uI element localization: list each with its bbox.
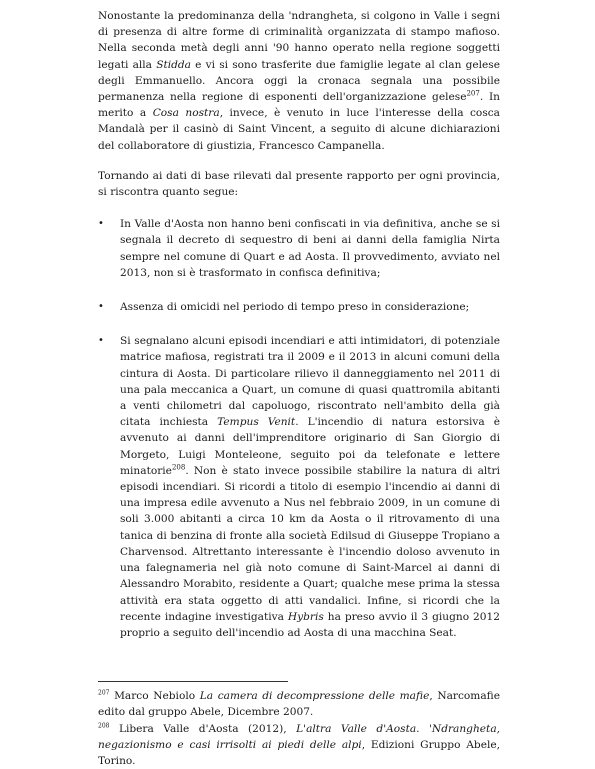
list-item-text: Assenza di omicidi nel periodo di tempo preso in considerazione; <box>120 301 470 314</box>
bullet-icon: • <box>98 218 104 230</box>
body-paragraph-2: Tornando ai dati di base rilevati dal presente rapporto per ogni provincia, si riscontra quanto segue: <box>98 169 500 199</box>
footnote-number: 207 <box>98 689 110 697</box>
footnotes <box>98 688 500 769</box>
footnote-rest: , Edizioni Gruppo Abele, Torino. <box>98 738 500 767</box>
footnote-divider <box>98 681 288 682</box>
list-item-confiscated-assets <box>98 216 500 281</box>
footnote-ref-207[interactable]: 207 <box>466 89 480 98</box>
bullet-icon: • <box>98 335 104 347</box>
italic-term-cosa-nostra: Cosa nostra <box>152 107 220 120</box>
bullet-icon: • <box>98 301 104 313</box>
text-run: e vi si sono trasferite due famiglie legate al clan gelese degli Emmanuello. Ancora oggi la cronaca segnala una possibile permanenza nella regione di esponenti dell'organizzazione gelese <box>98 58 500 104</box>
footnote-title: L'altra Valle d'Aosta. 'Ndrangheta, negazionismo e casi irrisolti ai piedi delle alpi <box>98 722 500 751</box>
text-run: . Non è stato invece possibile stabilire la natura di altri episodi incendiari. Si ricordi a titolo di esempio l'incendio ai danni di una impresa edile avvenuto a Nus nel febbraio 2009, in un comune di soli 3.000 abitanti a circa 10 km da Aosta o il ritrovamento di una tanica di benzina di fronte alla società Edilsud di Giuseppe Tropiano a Charvensod. Altrettanto interessante è l'incendio doloso avvenuto in una falegnameria nel già noto comune di Saint-Marcel ai danni di Alessandro Morabito, residente a Quart; qualche mese prima la stessa attività era stata oggetto di atti vandalici. Infine, si ricordi che la recente indagine investigativa <box>120 464 500 623</box>
list-item-text: In Valle d'Aosta non hanno beni confiscati in via definitiva, anche se si segnala il decreto di sequestro di beni ai danni della famiglia Nirta sempre nel comune di Quart e ad Aosta. Il provvedimento, avviato nel 2013, non si è trasformato in confisca definitiva; <box>120 218 500 279</box>
body-paragraph-1 <box>98 8 500 154</box>
italic-term-tempus-venit: Tempus Venit <box>217 416 296 429</box>
list-item-arson-episodes <box>98 333 500 641</box>
text-run: Si segnalano alcuni episodi incendiari e atti intimidatori, di potenziale matrice mafiosa, registrati tra il 2009 e il 2013 in alcuni comuni della cintura di Aosta. Di particolare rilievo il danneggiamento nel 2011 di una pala meccanica a Quart, un comune di quasi quattromila abitanti a venti chilometri dal capoluogo, riscontrato nell'ambito della già citata inchiesta <box>120 335 500 429</box>
footnote-author: Libera Valle d'Aosta (2012), <box>109 722 297 735</box>
text-run: . L'incendio di natura estorsiva è avvenuto ai danni dell'imprenditore originario di San Giorgio di Morgeto, Luigi Monteleone, seguito poi da telefonate e lettere minatorie <box>120 416 500 477</box>
text-run: . In merito a <box>98 91 500 120</box>
footnote-207 <box>98 688 500 720</box>
bullet-list <box>98 216 500 641</box>
italic-term-stidda: Stidda <box>156 58 191 71</box>
footnote-author: Marco Nebiolo <box>109 690 200 703</box>
italic-term-hybris: Hybris <box>287 610 324 623</box>
footnote-title: La camera di decompressione delle mafie <box>199 690 430 703</box>
text-run: Nonostante la predominanza della 'ndrangheta, si colgono in Valle i segni di presenza di altre forme di criminalità organizzata di stampo mafioso. Nella seconda metà degli anni '90 hanno operato nella regione soggetti legati alla <box>98 10 500 71</box>
footnote-number: 208 <box>98 721 110 729</box>
list-item-homicides <box>98 299 500 315</box>
text-run: ha preso avvio il 3 giugno 2012 proprio a seguito dell'incendio ad Aosta di una macchina Seat. <box>120 610 500 639</box>
footnote-rest: , Narcomafie edito dal gruppo Abele, Dicembre 2007. <box>98 690 500 719</box>
footnote-208 <box>98 721 500 769</box>
text-run: , invece, è venuto in luce l'interesse della cosca Mandalà per il casinò di Saint Vincent, a seguito di alcune dichiarazioni del collaboratore di giustizia, Francesco Campanella. <box>98 107 500 152</box>
footnote-ref-208[interactable]: 208 <box>171 463 186 472</box>
